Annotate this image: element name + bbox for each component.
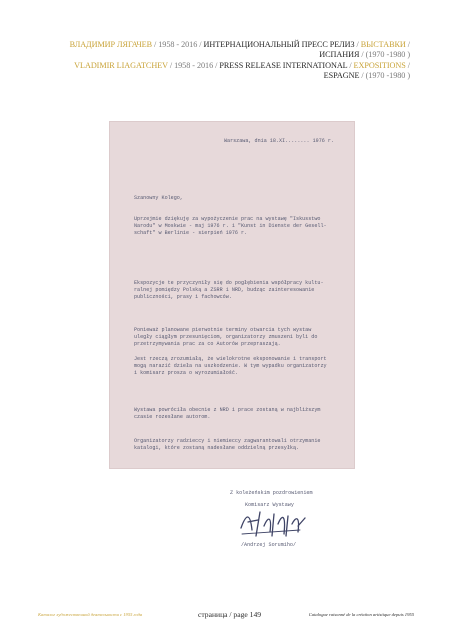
letter-paragraph: Uprzejmie dziękuję za wypożyczenie prac na wystawę "Iskusstwo Narodu" w Moskwie - maj 1976 r. i "Kunst in Dienste der Gesell- schaft" w Berlinie - sierpień 1976 r. <box>134 216 327 237</box>
release-title-fr: PRESS RELEASE INTERNATIONAL <box>219 60 348 70</box>
page-number: 149 <box>249 610 262 619</box>
section-ru: ВЫСТАВКИ <box>360 40 406 49</box>
header-line-fr-2 <box>10 71 410 81</box>
artist-name-ru: ВЛАДИМИР ЛЯГАЧЕВ <box>69 40 153 49</box>
letter-paragraph: Wystawa powróciła obecnie z NRD i prace zostaną w najbliższym czasie rozesłane autorom. <box>134 407 321 421</box>
separator: / <box>354 40 361 49</box>
section-fr: EXPOSITIONS <box>353 60 406 70</box>
years-fr: / 1958 - 2016 / <box>167 60 220 70</box>
page-header <box>10 40 410 82</box>
separator: / <box>405 40 410 49</box>
catalogue-title-ru: Каталог художественной деятельности с 1955 года <box>38 612 143 617</box>
signatory-name: /Andrzej Sorumiho/ <box>241 542 297 548</box>
page-indicator <box>198 610 261 619</box>
header-line-ru-2 <box>10 50 410 60</box>
country-ru: ИСПАНИЯ <box>319 50 360 60</box>
page-label: страница / page <box>198 610 248 619</box>
page-footer <box>38 610 414 622</box>
years-ru: / 1958 - 2016 / <box>152 40 204 49</box>
handwritten-signature <box>238 506 308 540</box>
letter-salutation: Szanowny Kolego, <box>134 195 183 201</box>
period-fr: / (1970 -1980 ) <box>359 71 410 81</box>
header-line-fr <box>10 61 410 71</box>
letter-closing: Z koleżeńskim pozdrowieniem <box>230 490 313 496</box>
letter-date: Warszawa, dnia 18.XI........ 1976 r. <box>223 138 334 144</box>
letter-paragraph: Ekspozycje te przyczyniły się do pogłębienia współpracy kultu- ralnej pomiędzy Polską a ZSRR i NRD, budząc zainteresowanie publiczności, prasy i fachowców. <box>134 280 324 301</box>
country-fr: ESPAGNE <box>323 71 360 81</box>
catalogue-title-fr: Catalogue raisonné de la création artistique depuis 1955 <box>308 612 414 617</box>
letter-paragraph: Organizatorzy radzieccy i niemieccy zagwarantowali otrzymanie katalogi, które zostaną nadesłane oddzielną przesyłką. <box>134 438 321 452</box>
release-title-ru: ИНТЕРНАЦИОНАЛЬНЫЙ ПРЕСС РЕЛИЗ <box>203 40 355 49</box>
letter-paragraph: Jest rzeczą zrozumiałą, że wielokrotne eksponowanie i transport mogą narazić dzieła na uszkodzenie. W tym wypadku organizatorzy i komisarz prosza o wyrozumiałość. <box>134 356 327 377</box>
artist-name-fr: VLADIMIR LIAGATCHEV <box>74 60 168 70</box>
separator: / <box>347 60 354 70</box>
header-line-ru <box>10 40 410 50</box>
period-ru: / (1970 -1980 ) <box>359 50 410 60</box>
signatory-role: Komisarz Wystawy <box>245 502 294 508</box>
separator: / <box>405 60 410 70</box>
letter-paragraph: Ponieważ planowane pierwotnie terminy otwarcia tych wystaw uległy ciągłym przesunięciom, organizatorzy zmuszeni byli do przetrzymywania prac za co Autorów przepraszają. <box>134 327 318 348</box>
scanned-letter <box>110 122 354 548</box>
